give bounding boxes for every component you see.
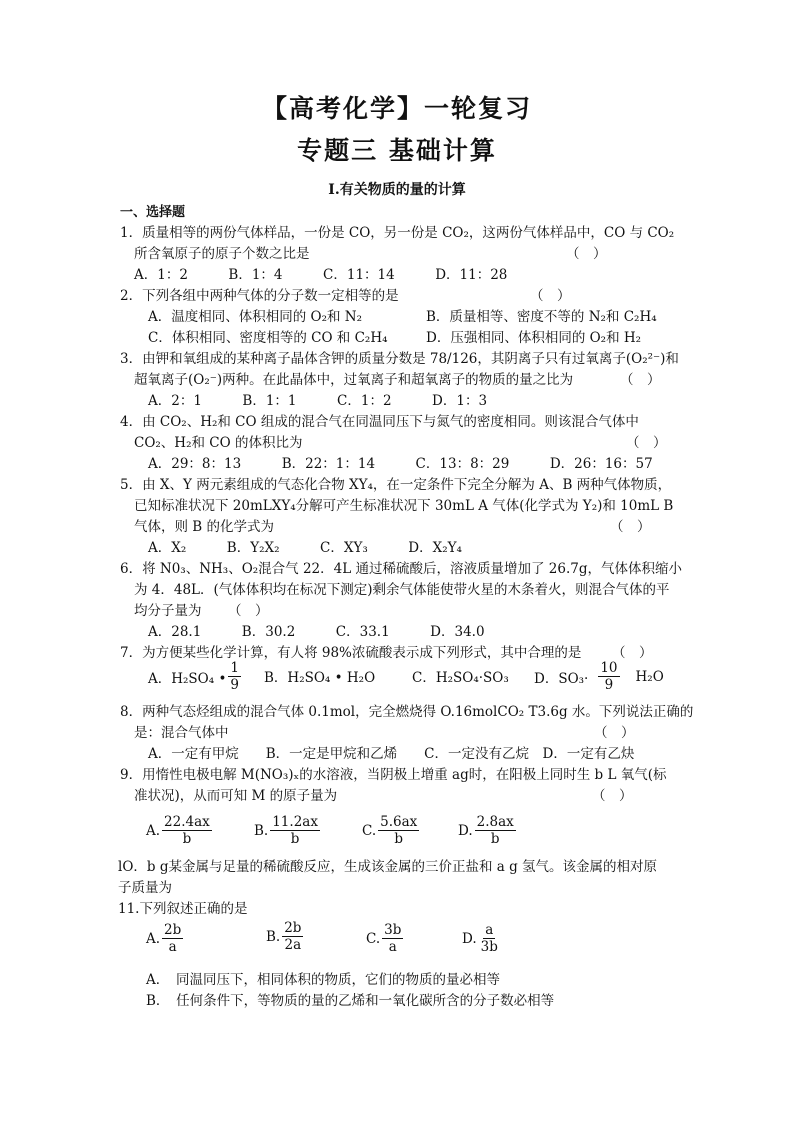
q7-option-d-tail: H₂O <box>635 668 664 685</box>
q1-answer-paren: （ ） <box>566 246 607 262</box>
q11-option-a-label: A. <box>146 930 161 947</box>
q11-option-d-fraction <box>462 922 502 955</box>
fraction-numerator: a <box>485 922 494 938</box>
q10-line1: lO．b g某金属与足量的稀硫酸反应，生成该金属的三价正盐和 a g 氢气。该金属的相对原 <box>118 859 658 875</box>
q5-line3: 气体，则 B 的化学式为 <box>134 519 275 535</box>
q8-line1: 8．两种气态烃组成的混合气体 0.1mol，完全燃烧得 O.16molCO₂ T3.6g 水。下列说法正确的 <box>120 704 694 720</box>
fraction-denominator: b <box>182 831 192 847</box>
q2-option-c: C．体积相同、密度相等的 CO 和 C₂H₄ <box>148 330 388 346</box>
q7-option-c: C．H₂SO₄·SO₃ <box>412 670 509 686</box>
q5-answer-paren: （ ） <box>610 519 651 535</box>
q9-option-d-fraction <box>475 814 516 847</box>
q4-options: A．29：8：13 B．22：1：14 C．13：8：29 D．26：16：57 <box>148 456 653 472</box>
q7-answer-paren: （ ） <box>612 645 653 661</box>
q11-option-b-fraction <box>266 920 305 953</box>
part-heading: 一、选择题 <box>120 205 186 220</box>
fraction-numerator: 22.4ax <box>164 814 210 830</box>
q2-option-d: D．压强相同、体积相同的 O₂和 H₂ <box>426 330 642 346</box>
q7-option-d-fraction <box>598 660 619 693</box>
q2-answer-paren: （ ） <box>530 288 571 304</box>
q9-option-c <box>362 814 421 847</box>
q9-option-a <box>146 814 214 847</box>
q11-option-c-label: C. <box>366 930 381 947</box>
topic-title: 专题三 基础计算 <box>297 136 497 165</box>
q3-options: A．2：1 B．1：1 C．1：2 D．1：3 <box>148 393 488 409</box>
fraction-numerator: 2b <box>284 920 302 936</box>
fraction-numerator: 2.8ax <box>476 814 514 830</box>
q4-answer-paren: （ ） <box>626 435 667 451</box>
q7-option-a-fraction <box>228 660 241 693</box>
q8-answer-paren: （ ） <box>594 725 635 741</box>
q9-option-d <box>458 814 518 847</box>
q11-statement-b: B． 任何条件下，等物质的量的乙烯和一氧化碳所含的分子数必相等 <box>146 993 555 1009</box>
q10-line2: 子质量为 <box>118 880 172 896</box>
q1-line2: 所含氧原子的原子个数之比是 <box>134 246 310 262</box>
q7-option-a <box>148 660 243 693</box>
fraction-denominator: b <box>490 831 500 847</box>
q3-line2: 超氧离子(O₂⁻)两种。在此晶体中，过氧离子和超氧离子的物质的量之比为 <box>134 372 574 388</box>
fraction-denominator: a <box>168 939 177 955</box>
q9-option-a-label: A. <box>146 822 161 839</box>
q9-option-c-label: C. <box>362 822 377 839</box>
q11-option-d-label: D. <box>462 930 477 947</box>
fraction <box>479 922 500 955</box>
q3-line1: 3．由钾和氧组成的某种离子晶体含钾的质量分数是 78/126，其阴离子只有过氧离子(O₂²⁻)和 <box>120 351 679 367</box>
fraction-denominator: 9 <box>604 677 614 693</box>
q6-line1: 6．将 N0₃、NH₃、O₂混合气 22．4L 通过稀硫酸后，溶液质量增加了 26.7g，气体体积缩小 <box>120 561 682 577</box>
q6-line3: 均分子量为 <box>134 603 202 619</box>
q7-option-d <box>534 660 664 693</box>
q4-line1: 4．由 CO₂、H₂和 CO 组成的混合气在同温同压下与氮气的密度相同。则该混合气体中 <box>120 414 639 430</box>
fraction-denominator: b <box>290 831 300 847</box>
q9-option-b-label: B. <box>254 822 269 839</box>
fraction-denominator: b <box>394 831 404 847</box>
q9-option-b-fraction <box>270 814 320 847</box>
q8-options: A．一定有甲烷 B．一定是甲烷和乙烯 C．一定没有乙烷 D．一定有乙炔 <box>148 746 635 762</box>
fraction-denominator: 2a <box>284 937 302 953</box>
q9-answer-paren: （ ） <box>592 788 633 804</box>
q11-option-b-label: B. <box>266 928 281 945</box>
q9-line2: 准状况)，从而可知 M 的原子量为 <box>134 788 338 804</box>
q2-option-a: A．温度相同、体积相同的 O₂和 N₂ <box>148 309 363 325</box>
fraction <box>382 922 403 955</box>
q11-option-a-fraction <box>146 922 185 955</box>
q1-line1: 1．质量相等的两份气体样品，一份是 CO，另一份是 CO₂，这两份气体样品中，CO 与 CO₂ <box>120 225 675 241</box>
fraction-numerator: 3b <box>384 922 402 938</box>
section-title: Ⅰ.有关物质的量的计算 <box>328 182 466 198</box>
q4-line2: CO₂、H₂和 CO 的体积比为 <box>134 435 303 451</box>
q5-line1: 5．由 X、Y 两元素组成的气态化合物 XY₄，在一定条件下完全分解为 A、B 两种气体物质， <box>120 477 672 493</box>
q3-answer-paren: （ ） <box>620 372 661 388</box>
fraction <box>282 920 303 953</box>
q11-line1: 11.下列叙述正确的是 <box>118 901 248 917</box>
q6-line2: 为 4．48L．(气体体积均在标况下测定)剩余气体能使带火星的木条着火，则混合气体的平 <box>134 582 670 598</box>
q11-option-c-fraction <box>366 922 405 955</box>
q5-options: A．X₂ B．Y₂X₂ C．XY₃ D．X₂Y₄ <box>148 540 462 556</box>
q6-answer-paren: （ ） <box>228 603 269 619</box>
q9-line1: 9．用惰性电极电解 M(NO₃)ₓ的水溶液，当阴极上增重 ag时，在阳极上同时生 b L 氧气(标 <box>120 767 667 783</box>
q2-option-b: B．质量相等、密度不等的 N₂和 C₂H₄ <box>426 309 657 325</box>
fraction-numerator: 11.2ax <box>272 814 318 830</box>
q7-option-b: B．H₂SO₄ • H₂O <box>264 670 376 686</box>
q8-line2: 是：混合气体中 <box>134 725 229 741</box>
q7-option-a-label: A．H₂SO₄ • <box>148 670 227 687</box>
q2-line1: 2．下列各组中两种气体的分子数一定相等的是 <box>120 288 399 304</box>
q9-option-a-fraction <box>162 814 212 847</box>
q6-options: A．28.1 B．30.2 C．33.1 D．34.0 <box>148 624 485 640</box>
fraction <box>162 922 183 955</box>
fraction-denominator: a <box>388 939 397 955</box>
q7-option-d-label: D．SO₃· <box>534 670 589 687</box>
q9-option-d-label: D. <box>458 822 473 839</box>
q5-line2: 已知标准状况下 20mLXY₄分解可产生标准状况下 30mL A 气体(化学式为 Y₂)和 10mL B <box>134 498 674 514</box>
document-title: 【高考化学】一轮复习 <box>261 94 532 123</box>
fraction-numerator: 2b <box>164 922 182 938</box>
fraction-denominator: 9 <box>230 677 240 693</box>
q9-option-c-fraction <box>378 814 419 847</box>
fraction-numerator: 5.6ax <box>380 814 418 830</box>
q7-line1: 7．为方便某些化学计算，有人将 98%浓硫酸表示成下列形式，其中合理的是 <box>120 645 582 661</box>
q9-option-b <box>254 814 322 847</box>
q11-statement-a: A． 同温同压下，相同体积的物质，它们的物质的量必相等 <box>146 972 500 988</box>
fraction-denominator: 3b <box>480 939 498 955</box>
q1-options: A．1：2 B．1：4 C．11：14 D．11：28 <box>134 267 508 283</box>
fraction-numerator: 1 <box>230 660 240 676</box>
fraction-numerator: 10 <box>600 660 618 676</box>
